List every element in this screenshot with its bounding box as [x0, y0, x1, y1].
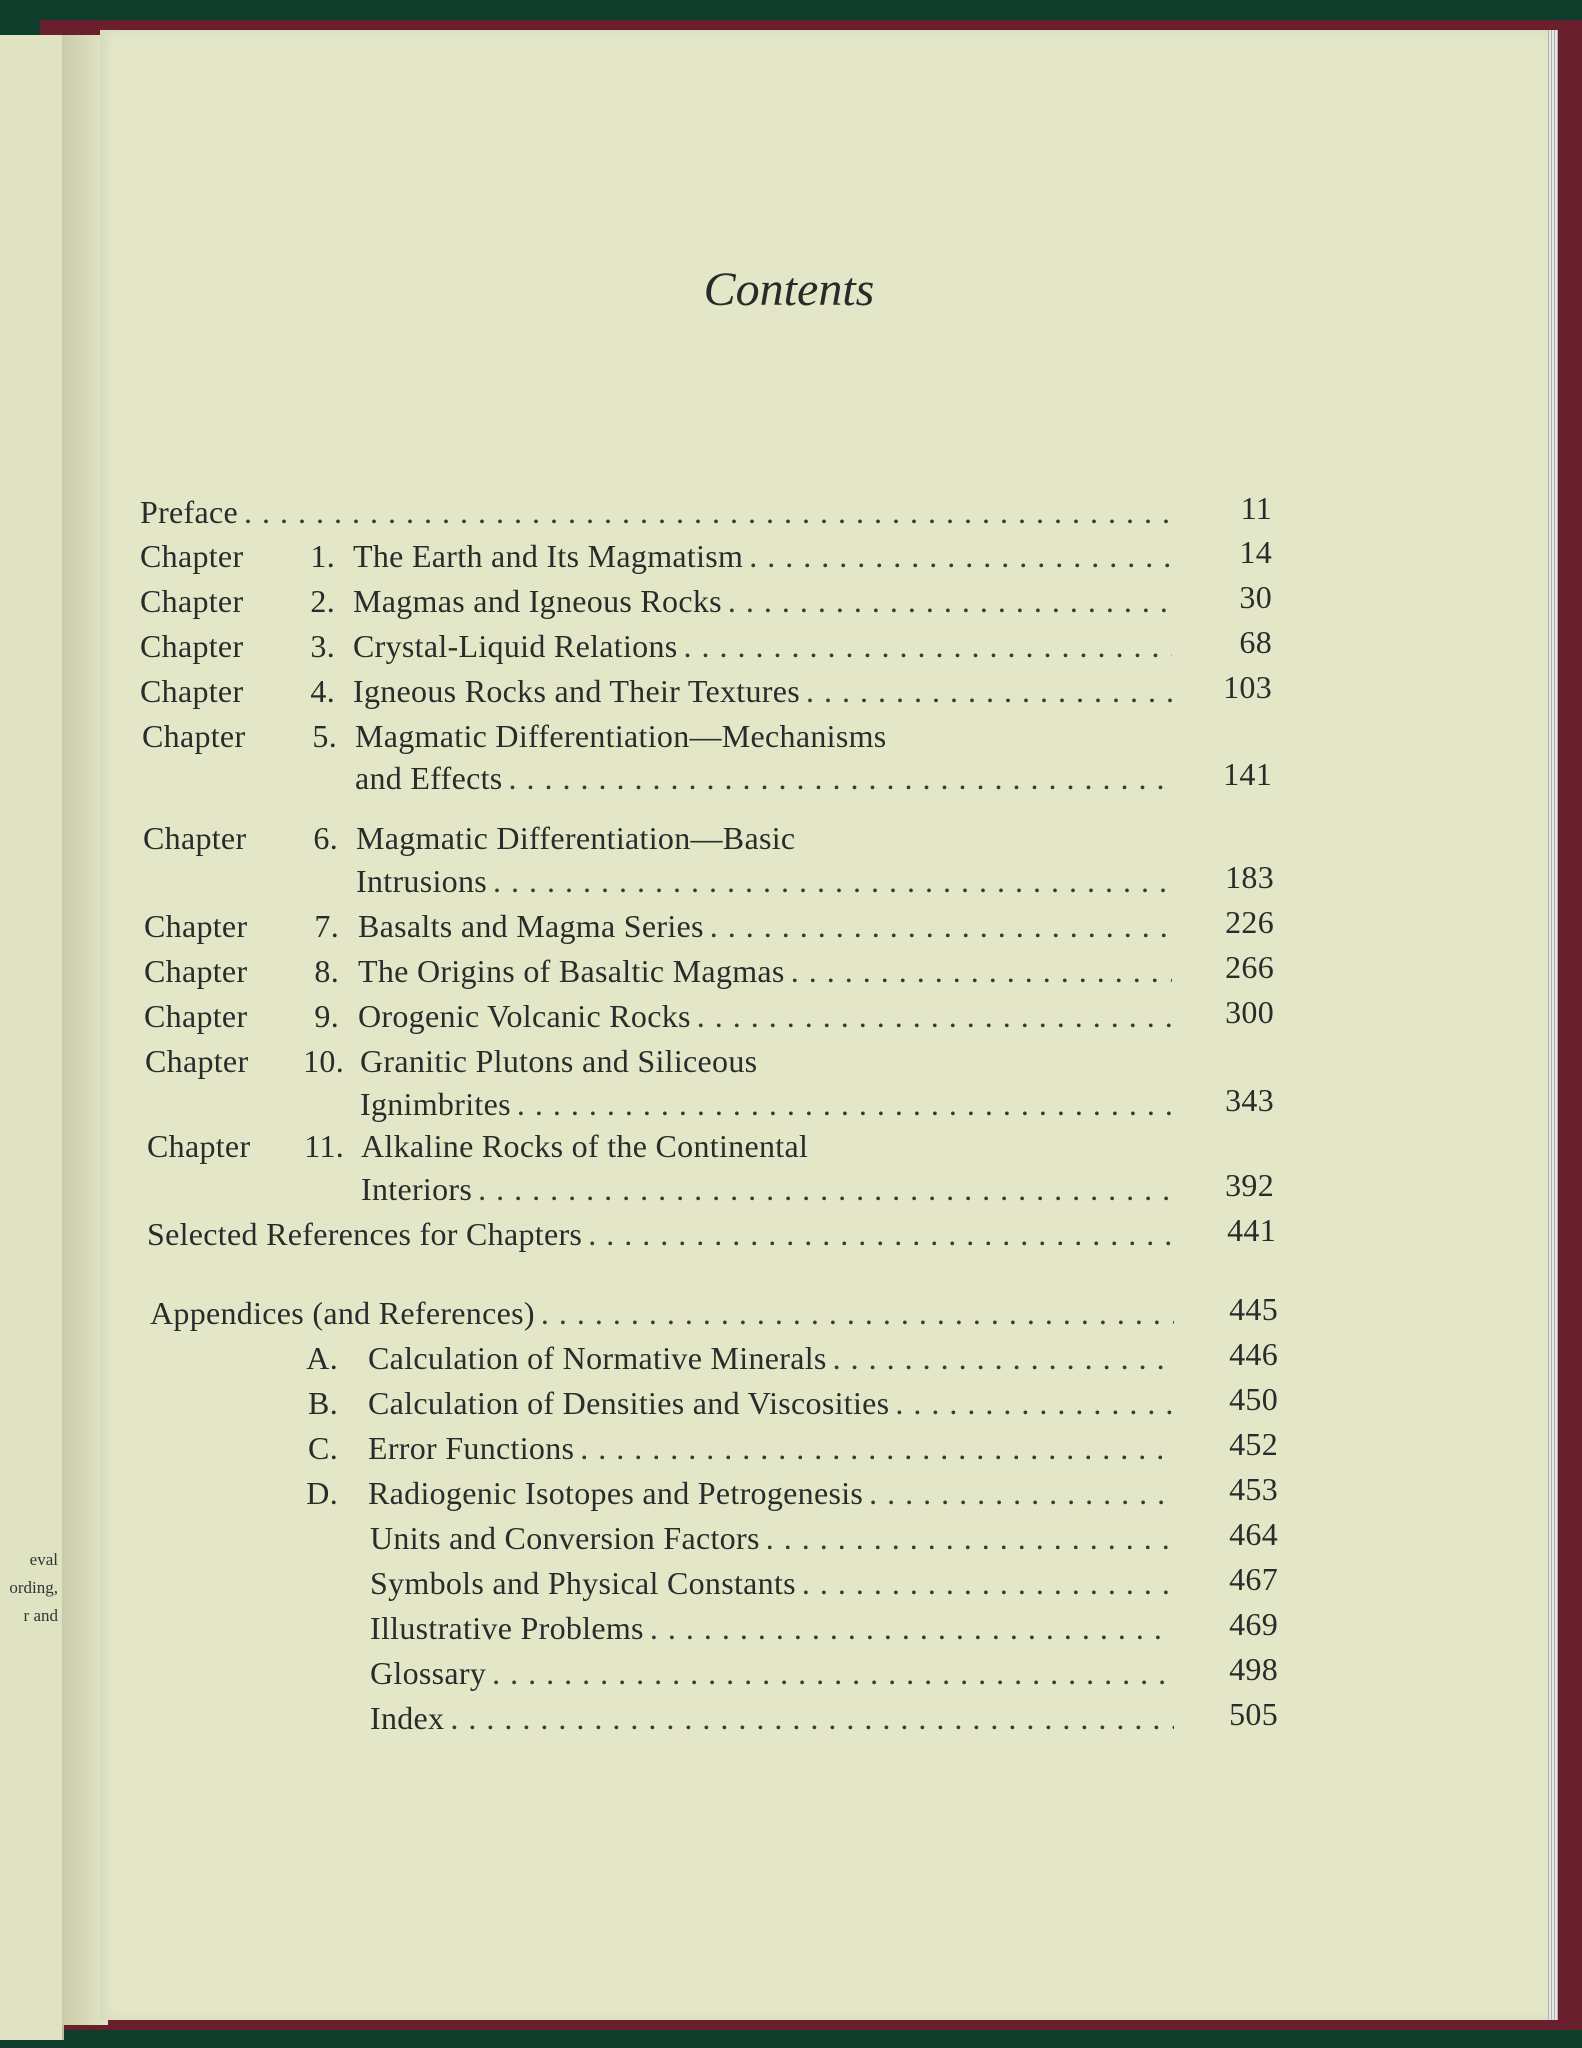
toc-entry-chapter-3 [140, 624, 1320, 672]
toc-title: and Effects [355, 760, 503, 796]
toc-page-number: 445 [1229, 1291, 1278, 1327]
toc-entry-text [368, 1385, 1174, 1422]
leader-dots [766, 1520, 1174, 1557]
left-page-fragment: ording, [9, 1578, 58, 1597]
leader-dots [588, 1216, 1172, 1253]
toc-entry-selected-references [140, 1212, 1320, 1260]
leader-dots [684, 628, 1173, 665]
chapter-word: Chapter [147, 1128, 251, 1164]
toc-entry-text [358, 908, 1172, 945]
toc-entry-chapter-6-cont [140, 859, 1320, 907]
leader-dots [697, 998, 1172, 1035]
toc-entry-chapter-10-cont [140, 1082, 1320, 1130]
toc-entry-text [368, 1340, 1174, 1377]
toc-entry-appendix-c [140, 1426, 1320, 1474]
appendix-letter: D. [306, 1475, 338, 1511]
leader-dots [728, 583, 1172, 620]
toc-entry-text [368, 1430, 1174, 1467]
leader-dots [802, 1565, 1174, 1602]
toc-title: Glossary [370, 1655, 487, 1691]
chapter-word: Chapter [142, 718, 246, 754]
toc-page-number: 68 [1239, 624, 1272, 660]
leader-dots [517, 1086, 1172, 1123]
toc-page-number: 452 [1229, 1426, 1278, 1462]
chapter-number: 1. [310, 538, 335, 574]
toc-entry-preface [140, 490, 1320, 538]
toc-page-number: 343 [1225, 1082, 1274, 1118]
toc-title: Interiors [361, 1171, 473, 1207]
toc-entry-chapter-11 [140, 1128, 1320, 1172]
toc-entry-text [150, 1295, 1174, 1332]
toc-entry-symbols [140, 1561, 1320, 1609]
leader-dots [833, 1340, 1174, 1377]
chapter-number: 6. [313, 820, 338, 856]
toc-title: Orogenic Volcanic Rocks [358, 998, 691, 1034]
toc-page-number: 469 [1229, 1606, 1278, 1642]
leader-dots [869, 1475, 1174, 1512]
left-page-fragment: eval [29, 1550, 58, 1569]
toc-entry-chapter-4 [140, 669, 1320, 717]
toc-page-number: 300 [1225, 994, 1274, 1030]
toc-entry-text [358, 998, 1172, 1035]
chapter-word: Chapter [140, 628, 244, 664]
toc-page-number: 103 [1223, 669, 1272, 705]
toc-title: Basalts and Magma Series [358, 908, 704, 944]
toc-entry-problems [140, 1606, 1320, 1654]
chapter-word: Chapter [140, 538, 244, 574]
toc-title: Appendices (and References) [150, 1295, 535, 1331]
toc-title: Symbols and Physical Constants [370, 1565, 796, 1601]
toc-page-number: 441 [1227, 1212, 1276, 1248]
toc-title: Magmatic Differentiation—Basic [356, 820, 796, 856]
leader-dots [478, 1171, 1172, 1208]
toc-entry-text [368, 1475, 1174, 1512]
left-page-fragment: r and [23, 1606, 58, 1625]
toc-page-number: 467 [1229, 1561, 1278, 1597]
page-title: Contents [703, 263, 875, 316]
contents-page [100, 30, 1548, 2020]
toc-page-number: 14 [1239, 534, 1272, 570]
leader-dots [580, 1430, 1174, 1467]
leader-dots [492, 1655, 1174, 1692]
leader-dots [749, 538, 1172, 575]
toc-entry-text [370, 1655, 1174, 1692]
chapter-word: Chapter [140, 583, 244, 619]
toc-entry-text [358, 953, 1172, 990]
toc-page-number: 226 [1225, 904, 1274, 940]
leader-dots [710, 908, 1172, 945]
toc-page-number: 464 [1229, 1516, 1278, 1552]
toc-entry-chapter-9 [140, 994, 1320, 1042]
toc-entry-units [140, 1516, 1320, 1564]
chapter-number: 5. [312, 718, 337, 754]
toc-entry-text [140, 494, 1172, 531]
leader-dots [541, 1295, 1174, 1332]
left-page-edge [0, 35, 64, 2040]
toc-entry-appendices [140, 1291, 1320, 1339]
toc-title: Preface [140, 494, 239, 530]
toc-title: Intrusions [356, 863, 487, 899]
leader-dots [806, 673, 1172, 710]
toc-entry-appendix-a [140, 1336, 1320, 1384]
toc-entry-text [360, 1086, 1172, 1123]
appendix-letter: A. [306, 1340, 338, 1376]
toc-title: Magmatic Differentiation—Mechanisms [355, 718, 887, 754]
toc-page-number: 505 [1229, 1696, 1278, 1732]
toc-entry-chapter-11-cont [140, 1167, 1320, 1215]
toc-page-number: 498 [1229, 1651, 1278, 1687]
toc-entry-chapter-5 [140, 718, 1320, 762]
toc-title: Units and Conversion Factors [370, 1520, 760, 1556]
toc-entry-text [356, 863, 1172, 900]
chapter-number: 9. [314, 998, 339, 1034]
toc-page-number: 183 [1225, 859, 1274, 895]
toc-entry-glossary [140, 1651, 1320, 1699]
toc-entry-appendix-b [140, 1381, 1320, 1429]
toc-title: Igneous Rocks and Their Textures [353, 673, 800, 709]
toc-page-number: 446 [1229, 1336, 1278, 1372]
toc-title: Selected References for Chapters [147, 1216, 583, 1252]
toc-title: Crystal-Liquid Relations [353, 628, 678, 664]
toc-title: Illustrative Problems [370, 1610, 644, 1646]
toc-title: Alkaline Rocks of the Continental [361, 1128, 809, 1164]
chapter-number: 8. [314, 953, 339, 989]
toc-entry-chapter-5-cont [140, 756, 1320, 804]
toc-entry-chapter-1 [140, 534, 1320, 582]
toc-page-number: 141 [1223, 756, 1272, 792]
toc-entry-chapter-8 [140, 949, 1320, 997]
chapter-word: Chapter [144, 953, 248, 989]
chapter-word: Chapter [144, 908, 248, 944]
toc-title: Granitic Plutons and Siliceous [360, 1043, 758, 1079]
chapter-word: Chapter [145, 1043, 249, 1079]
toc-title: Radiogenic Isotopes and Petrogenesis [368, 1475, 864, 1511]
toc-entry-text [370, 1610, 1174, 1647]
chapter-number: 4. [310, 673, 335, 709]
toc-title: Calculation of Normative Minerals [368, 1340, 827, 1376]
toc-entry-text [353, 583, 1172, 620]
chapter-word: Chapter [144, 998, 248, 1034]
leader-dots [895, 1385, 1174, 1422]
toc-title: The Origins of Basaltic Magmas [358, 953, 785, 989]
chapter-number: 2. [310, 583, 335, 619]
toc-entry-text [353, 538, 1172, 575]
leader-dots [509, 760, 1172, 797]
leader-dots [450, 1700, 1174, 1737]
toc-page-number: 11 [1240, 490, 1272, 526]
toc-entry-text [355, 760, 1172, 797]
toc-entry-chapter-2 [140, 579, 1320, 627]
leader-dots [650, 1610, 1174, 1647]
chapter-number: 11. [304, 1128, 344, 1164]
chapter-word: Chapter [140, 673, 244, 709]
chapter-number: 3. [310, 628, 335, 664]
toc-title: Index [370, 1700, 445, 1736]
toc-entry-text [147, 1216, 1172, 1253]
toc-entry-text [353, 628, 1172, 665]
toc-entry-chapter-10 [140, 1043, 1320, 1087]
toc-page-number: 392 [1225, 1167, 1274, 1203]
appendix-letter: B. [308, 1385, 338, 1421]
toc-page-number: 450 [1229, 1381, 1278, 1417]
toc-entry-text [353, 673, 1172, 710]
toc-title: Magmas and Igneous Rocks [353, 583, 722, 619]
toc-title: Calculation of Densities and Viscosities [368, 1385, 890, 1421]
chapter-number: 10. [303, 1043, 344, 1079]
leader-dots [493, 863, 1172, 900]
chapter-word: Chapter [143, 820, 247, 856]
appendix-letter: C. [308, 1430, 338, 1466]
toc-page-number: 266 [1225, 949, 1274, 985]
chapter-number: 7. [314, 908, 339, 944]
toc-page-number: 30 [1239, 579, 1272, 615]
toc-entry-appendix-d [140, 1471, 1320, 1519]
toc-title: Error Functions [368, 1430, 575, 1466]
leader-dots [244, 494, 1172, 531]
toc-entry-chapter-6 [140, 820, 1320, 864]
toc-entry-text [361, 1171, 1172, 1208]
toc-title: The Earth and Its Magmatism [353, 538, 744, 574]
leader-dots [791, 953, 1172, 990]
toc-entry-chapter-7 [140, 904, 1320, 952]
toc-entry-text [370, 1520, 1174, 1557]
toc-entry-text [370, 1700, 1174, 1737]
toc-page-number: 453 [1229, 1471, 1278, 1507]
toc-entry-index [140, 1696, 1320, 1744]
toc-entry-text [370, 1565, 1174, 1602]
toc-title: Ignimbrites [360, 1086, 511, 1122]
